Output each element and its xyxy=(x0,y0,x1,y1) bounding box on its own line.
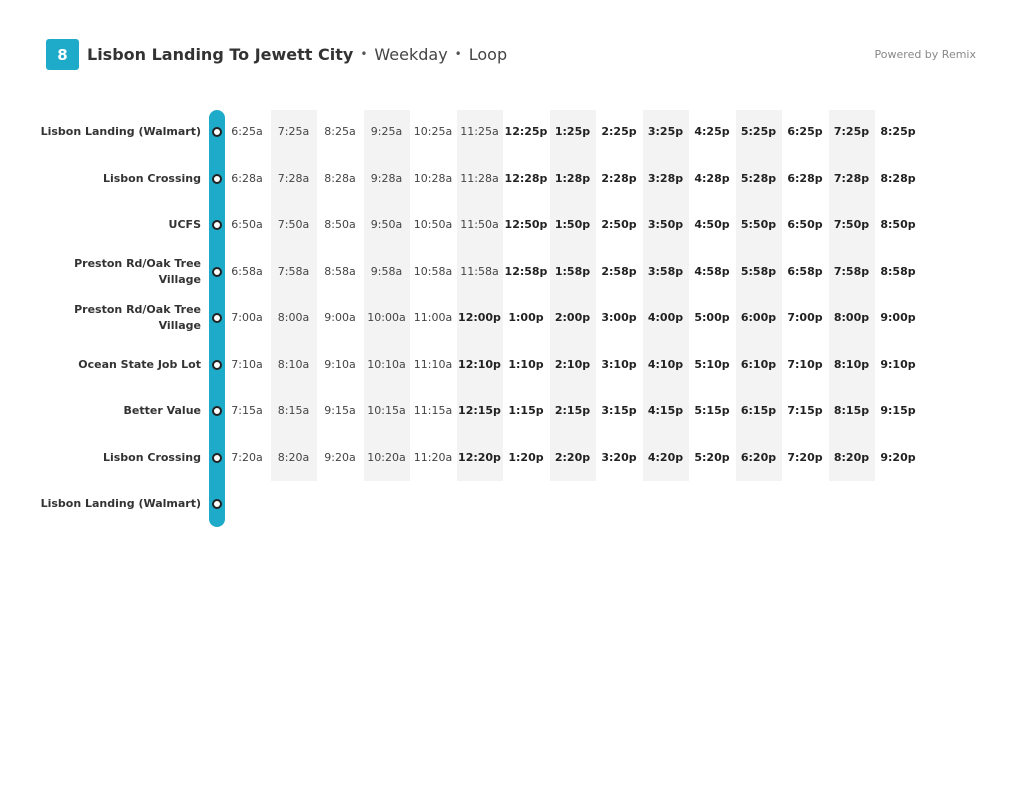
departure-time: 9:10p xyxy=(880,357,916,371)
departure-time: 8:58a xyxy=(324,264,356,278)
departure-time: 3:28p xyxy=(647,171,684,185)
departure-time: 6:28a xyxy=(231,171,263,185)
stop-name-line: Lisbon Crossing xyxy=(102,450,201,464)
departure-time: 5:28p xyxy=(740,171,777,185)
powered-by-text: Powered by Remix xyxy=(874,48,976,61)
departure-time: 8:28a xyxy=(324,171,356,185)
title-separator: • xyxy=(360,47,368,61)
departure-time: 2:20p xyxy=(554,450,591,464)
departure-time: 8:25a xyxy=(324,125,356,138)
departure-time: 1:25p xyxy=(554,125,591,138)
stop-name xyxy=(0,124,201,140)
departure-time: 6:50a xyxy=(231,218,263,231)
departure-time: 5:15p xyxy=(694,404,730,417)
stop-name xyxy=(0,171,201,187)
departure-time: 8:00a xyxy=(277,311,310,324)
departure-time: 4:28p xyxy=(694,171,730,185)
departure-time: 2:10p xyxy=(554,357,591,371)
stop-name xyxy=(0,403,201,419)
column-shade xyxy=(643,110,689,481)
departure-time: 9:20a xyxy=(324,450,356,464)
stop-marker-icon xyxy=(212,127,222,137)
column-shade xyxy=(736,110,782,481)
stop-name xyxy=(0,217,201,233)
route-number-badge: 8 xyxy=(46,39,79,70)
departure-time: 7:50p xyxy=(833,218,870,231)
stop-name xyxy=(0,302,201,334)
departure-time: 7:20p xyxy=(787,450,823,464)
departure-time: 10:20a xyxy=(367,450,406,464)
departure-time: 7:28p xyxy=(833,171,870,185)
departure-time: 7:20a xyxy=(231,450,263,464)
departure-time: 11:58a xyxy=(460,264,499,278)
route-type: Loop xyxy=(468,45,508,64)
departure-time: 8:20a xyxy=(277,450,310,464)
column-shade xyxy=(364,110,410,481)
departure-time: 9:20p xyxy=(880,450,916,464)
departure-time: 7:25p xyxy=(833,125,870,138)
stop-name xyxy=(0,496,201,512)
title-separator: • xyxy=(454,47,462,61)
departure-time: 8:15a xyxy=(277,404,310,417)
departure-time: 12:00p xyxy=(458,311,501,324)
departure-time: 10:15a xyxy=(367,404,406,417)
departure-time: 9:50a xyxy=(370,218,403,231)
departure-time: 7:00p xyxy=(787,311,823,324)
departure-time: 4:10p xyxy=(647,357,684,371)
departure-time: 11:10a xyxy=(413,357,453,371)
departure-time: 5:10p xyxy=(694,357,730,371)
departure-time: 4:00p xyxy=(647,311,684,324)
stop-name-line: Ocean State Job Lot xyxy=(78,357,201,371)
departure-time: 11:50a xyxy=(460,218,499,231)
departure-time: 12:28p xyxy=(504,171,548,185)
stop-name-line: Village xyxy=(158,272,201,286)
route-name: Lisbon Landing To Jewett City xyxy=(87,45,354,64)
departure-time: 6:50p xyxy=(787,218,823,231)
departure-time: 1:58p xyxy=(554,264,591,278)
departure-time: 11:28a xyxy=(460,171,499,185)
departure-time: 10:28a xyxy=(413,171,453,185)
departure-time: 7:58p xyxy=(833,264,870,278)
departure-time: 2:50p xyxy=(601,218,637,231)
departure-time: 6:00p xyxy=(740,311,777,324)
departure-time: 4:20p xyxy=(647,450,684,464)
departure-time: 12:58p xyxy=(504,264,548,278)
departure-time: 6:28p xyxy=(787,171,823,185)
departure-time: 1:10p xyxy=(508,357,544,371)
column-shade xyxy=(457,110,503,481)
departure-time: 6:20p xyxy=(740,450,777,464)
column-shade xyxy=(271,110,317,481)
stop-name xyxy=(0,256,201,288)
departure-time: 3:25p xyxy=(647,125,684,138)
departure-time: 6:58p xyxy=(787,264,823,278)
departure-time: 8:15p xyxy=(833,404,870,417)
stop-name-line: Lisbon Landing (Walmart) xyxy=(40,497,201,510)
stop-marker-icon xyxy=(212,220,222,230)
departure-time: 9:10a xyxy=(324,357,356,371)
departure-time: 7:50a xyxy=(277,218,310,231)
departure-time: 8:50a xyxy=(324,218,356,231)
departure-time: 7:28a xyxy=(277,171,310,185)
departure-time: 8:25p xyxy=(880,125,916,138)
stop-marker-icon xyxy=(212,267,222,277)
stop-name-line: Better Value xyxy=(123,404,201,417)
departure-time: 10:25a xyxy=(413,125,453,138)
departure-time: 9:00p xyxy=(880,311,916,324)
departure-time: 2:58p xyxy=(601,264,637,278)
departure-time: 6:15p xyxy=(740,404,777,417)
departure-time: 10:50a xyxy=(413,218,453,231)
departure-time: 8:00p xyxy=(833,311,870,324)
stop-marker-icon xyxy=(212,174,222,184)
departure-time: 8:10p xyxy=(833,357,870,371)
departure-time: 2:25p xyxy=(601,125,637,138)
departure-time: 7:58a xyxy=(277,264,310,278)
departure-time: 1:28p xyxy=(554,171,591,185)
departure-time: 3:50p xyxy=(647,218,684,231)
departure-time: 1:15p xyxy=(508,404,544,417)
departure-time: 7:10a xyxy=(231,357,263,371)
departure-time: 9:15a xyxy=(324,404,356,417)
departure-time: 1:50p xyxy=(554,218,591,231)
departure-time: 2:00p xyxy=(554,311,591,324)
departure-time: 7:10p xyxy=(787,357,823,371)
departure-time: 9:28a xyxy=(370,171,403,185)
departure-time: 11:25a xyxy=(460,125,499,138)
schedule-header xyxy=(46,39,976,71)
departure-time: 3:00p xyxy=(601,311,637,324)
column-shade xyxy=(829,110,875,481)
departure-time: 4:58p xyxy=(694,264,730,278)
departure-time: 5:25p xyxy=(740,125,777,138)
departure-time: 12:15p xyxy=(458,404,501,417)
departure-time: 11:00a xyxy=(413,311,453,324)
route-title xyxy=(87,45,507,64)
departure-time: 7:15a xyxy=(231,404,263,417)
stop-marker-icon xyxy=(212,313,222,323)
departure-time: 1:20p xyxy=(508,450,544,464)
column-shade xyxy=(550,110,596,481)
departure-time: 9:00a xyxy=(324,311,356,324)
departure-time: 4:15p xyxy=(647,404,684,417)
departure-time: 9:25a xyxy=(370,125,403,138)
departure-time: 8:58p xyxy=(880,264,916,278)
departure-time: 3:15p xyxy=(601,404,637,417)
departure-time: 9:15p xyxy=(880,404,916,417)
stop-name xyxy=(0,357,201,373)
departure-time: 6:25p xyxy=(787,125,823,138)
departure-time: 8:10a xyxy=(277,357,310,371)
departure-time: 5:58p xyxy=(740,264,777,278)
departure-time: 4:25p xyxy=(694,125,730,138)
stop-name-line: UCFS xyxy=(168,218,201,231)
departure-time: 10:58a xyxy=(413,264,453,278)
departure-time: 11:15a xyxy=(413,404,453,417)
departure-time: 9:58a xyxy=(370,264,403,278)
departure-time: 12:50p xyxy=(504,218,548,231)
stop-name xyxy=(0,450,201,466)
stop-name-line: Preston Rd/Oak Tree xyxy=(74,256,201,270)
departure-time: 1:00p xyxy=(508,311,544,324)
departure-time: 8:28p xyxy=(880,171,916,185)
departure-time: 11:20a xyxy=(413,450,453,464)
departure-time: 7:00a xyxy=(231,311,263,324)
departure-time: 7:25a xyxy=(277,125,310,138)
departure-time: 6:58a xyxy=(231,264,263,278)
departure-time: 2:15p xyxy=(554,404,591,417)
stop-name-line: Lisbon Landing (Walmart) xyxy=(40,125,201,138)
departure-time: 8:50p xyxy=(880,218,916,231)
departure-time: 4:50p xyxy=(694,218,730,231)
day-type: Weekday xyxy=(374,45,448,64)
departure-time: 8:20p xyxy=(833,450,870,464)
departure-time: 10:00a xyxy=(367,311,406,324)
stop-name-line: Lisbon Crossing xyxy=(102,171,201,185)
departure-time: 12:25p xyxy=(504,125,548,138)
stop-name-line: Preston Rd/Oak Tree xyxy=(74,303,201,316)
stop-marker-icon xyxy=(212,499,222,509)
departure-time: 6:25a xyxy=(231,125,263,138)
stop-marker-icon xyxy=(212,360,222,370)
stop-marker-icon xyxy=(212,453,222,463)
departure-time: 5:20p xyxy=(694,450,730,464)
stop-name-line: Village xyxy=(158,319,201,332)
departure-time: 6:10p xyxy=(740,357,777,371)
departure-time: 3:58p xyxy=(647,264,684,278)
departure-time: 7:15p xyxy=(787,404,823,417)
departure-time: 10:10a xyxy=(367,357,406,371)
stop-marker-icon xyxy=(212,406,222,416)
departure-time: 5:00p xyxy=(694,311,730,324)
departure-time: 5:50p xyxy=(740,218,777,231)
departure-time: 3:20p xyxy=(601,450,637,464)
departure-time: 12:10p xyxy=(458,357,501,371)
departure-time: 3:10p xyxy=(601,357,637,371)
departure-time: 12:20p xyxy=(458,450,501,464)
departure-time: 2:28p xyxy=(601,171,637,185)
